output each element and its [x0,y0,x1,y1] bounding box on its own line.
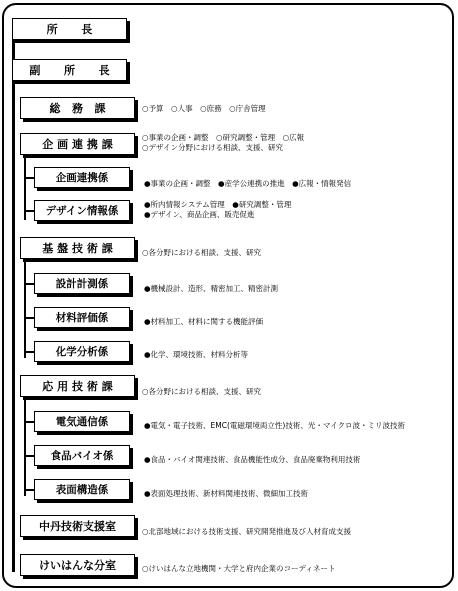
food-bio-unit: 食品バイオ係 [34,445,130,466]
connector [24,177,34,179]
food-bio-duties: ●食品・バイオ関連技術、食品機能性成分、食品廃棄物利用技術 [144,455,361,464]
keihanna-branch-office: けいはんな分室 [20,554,135,576]
planning-coordination-unit: 企画連携係 [34,167,130,188]
applied-tech-duties: ○各分野における相談、支援、研究 [142,387,262,396]
planning-section: 企画連携課 [20,133,135,155]
surface-structure-duties: ●表面処理技術、新材料関連技術、微細加工技術 [144,489,309,498]
planning-sub-connector [24,145,26,220]
connector [24,351,34,353]
chutan-support-office: 中丹技術支援室 [20,515,135,537]
electrical-communications-unit: 電気通信係 [34,411,130,432]
chemical-analysis-duties: ●化学、環境技術、材料分析等 [144,350,249,359]
connector [24,283,34,285]
planning-coordination-duties: ●事業の企画・調整 ●産学公連携の推進 ●広報・情報発信 [144,179,352,188]
materials-evaluation-duties: ●材料加工、材料に関する機能評価 [144,317,264,326]
basic-tech-section: 基盤技術課 [20,237,135,259]
planning-duties: ○事業の企画・調整 ○研究調整・管理 ○広報 ○デザイン分野における相談、支援、研究 [142,133,305,152]
design-info-unit: デザイン情報係 [34,200,130,221]
connector [24,489,34,491]
general-affairs-duties: ○予算 ○人事 ○庶務 ○庁舎管理 [142,104,266,113]
general-affairs-section: 総 務 課 [20,97,135,119]
surface-structure-unit: 表面構造係 [34,479,130,500]
connector [24,455,34,457]
applied-tech-sub-connector [24,393,26,496]
keihanna-duties: ○けいはんな立地機関・大学と府内企業のコーディネート [142,564,336,573]
materials-evaluation-unit: 材料評価係 [34,307,130,328]
deputy-director-box: 副 所 長 [12,59,127,81]
org-chart-frame [2,3,454,588]
chutan-duties: ○北部地域における技術支援、研究開発推進及び人材育成支援 [142,527,352,536]
applied-tech-section: 応用技術課 [20,375,135,397]
basic-tech-sub-connector [24,255,26,358]
director-box: 所 長 [12,18,127,40]
chemical-analysis-unit: 化学分析係 [34,341,130,362]
design-measurement-duties: ●機械設計、造形、精密加工、精密計測 [144,284,279,293]
connector [24,317,34,319]
design-measurement-unit: 設計計測係 [34,273,130,294]
design-info-duties: ●所内情報システム管理 ●研究調整・管理 ●デザイン、商品企画、販売促進 [144,200,292,219]
basic-tech-duties: ○各分野における相談、支援、研究 [142,248,262,257]
main-connector-line [12,40,15,572]
electrical-communications-duties: ●電気・電子技術、EMC(電磁環境両立性)技術、光・マイクロ波・ミリ波技術 [144,421,406,430]
connector [24,210,34,212]
connector [24,421,34,423]
